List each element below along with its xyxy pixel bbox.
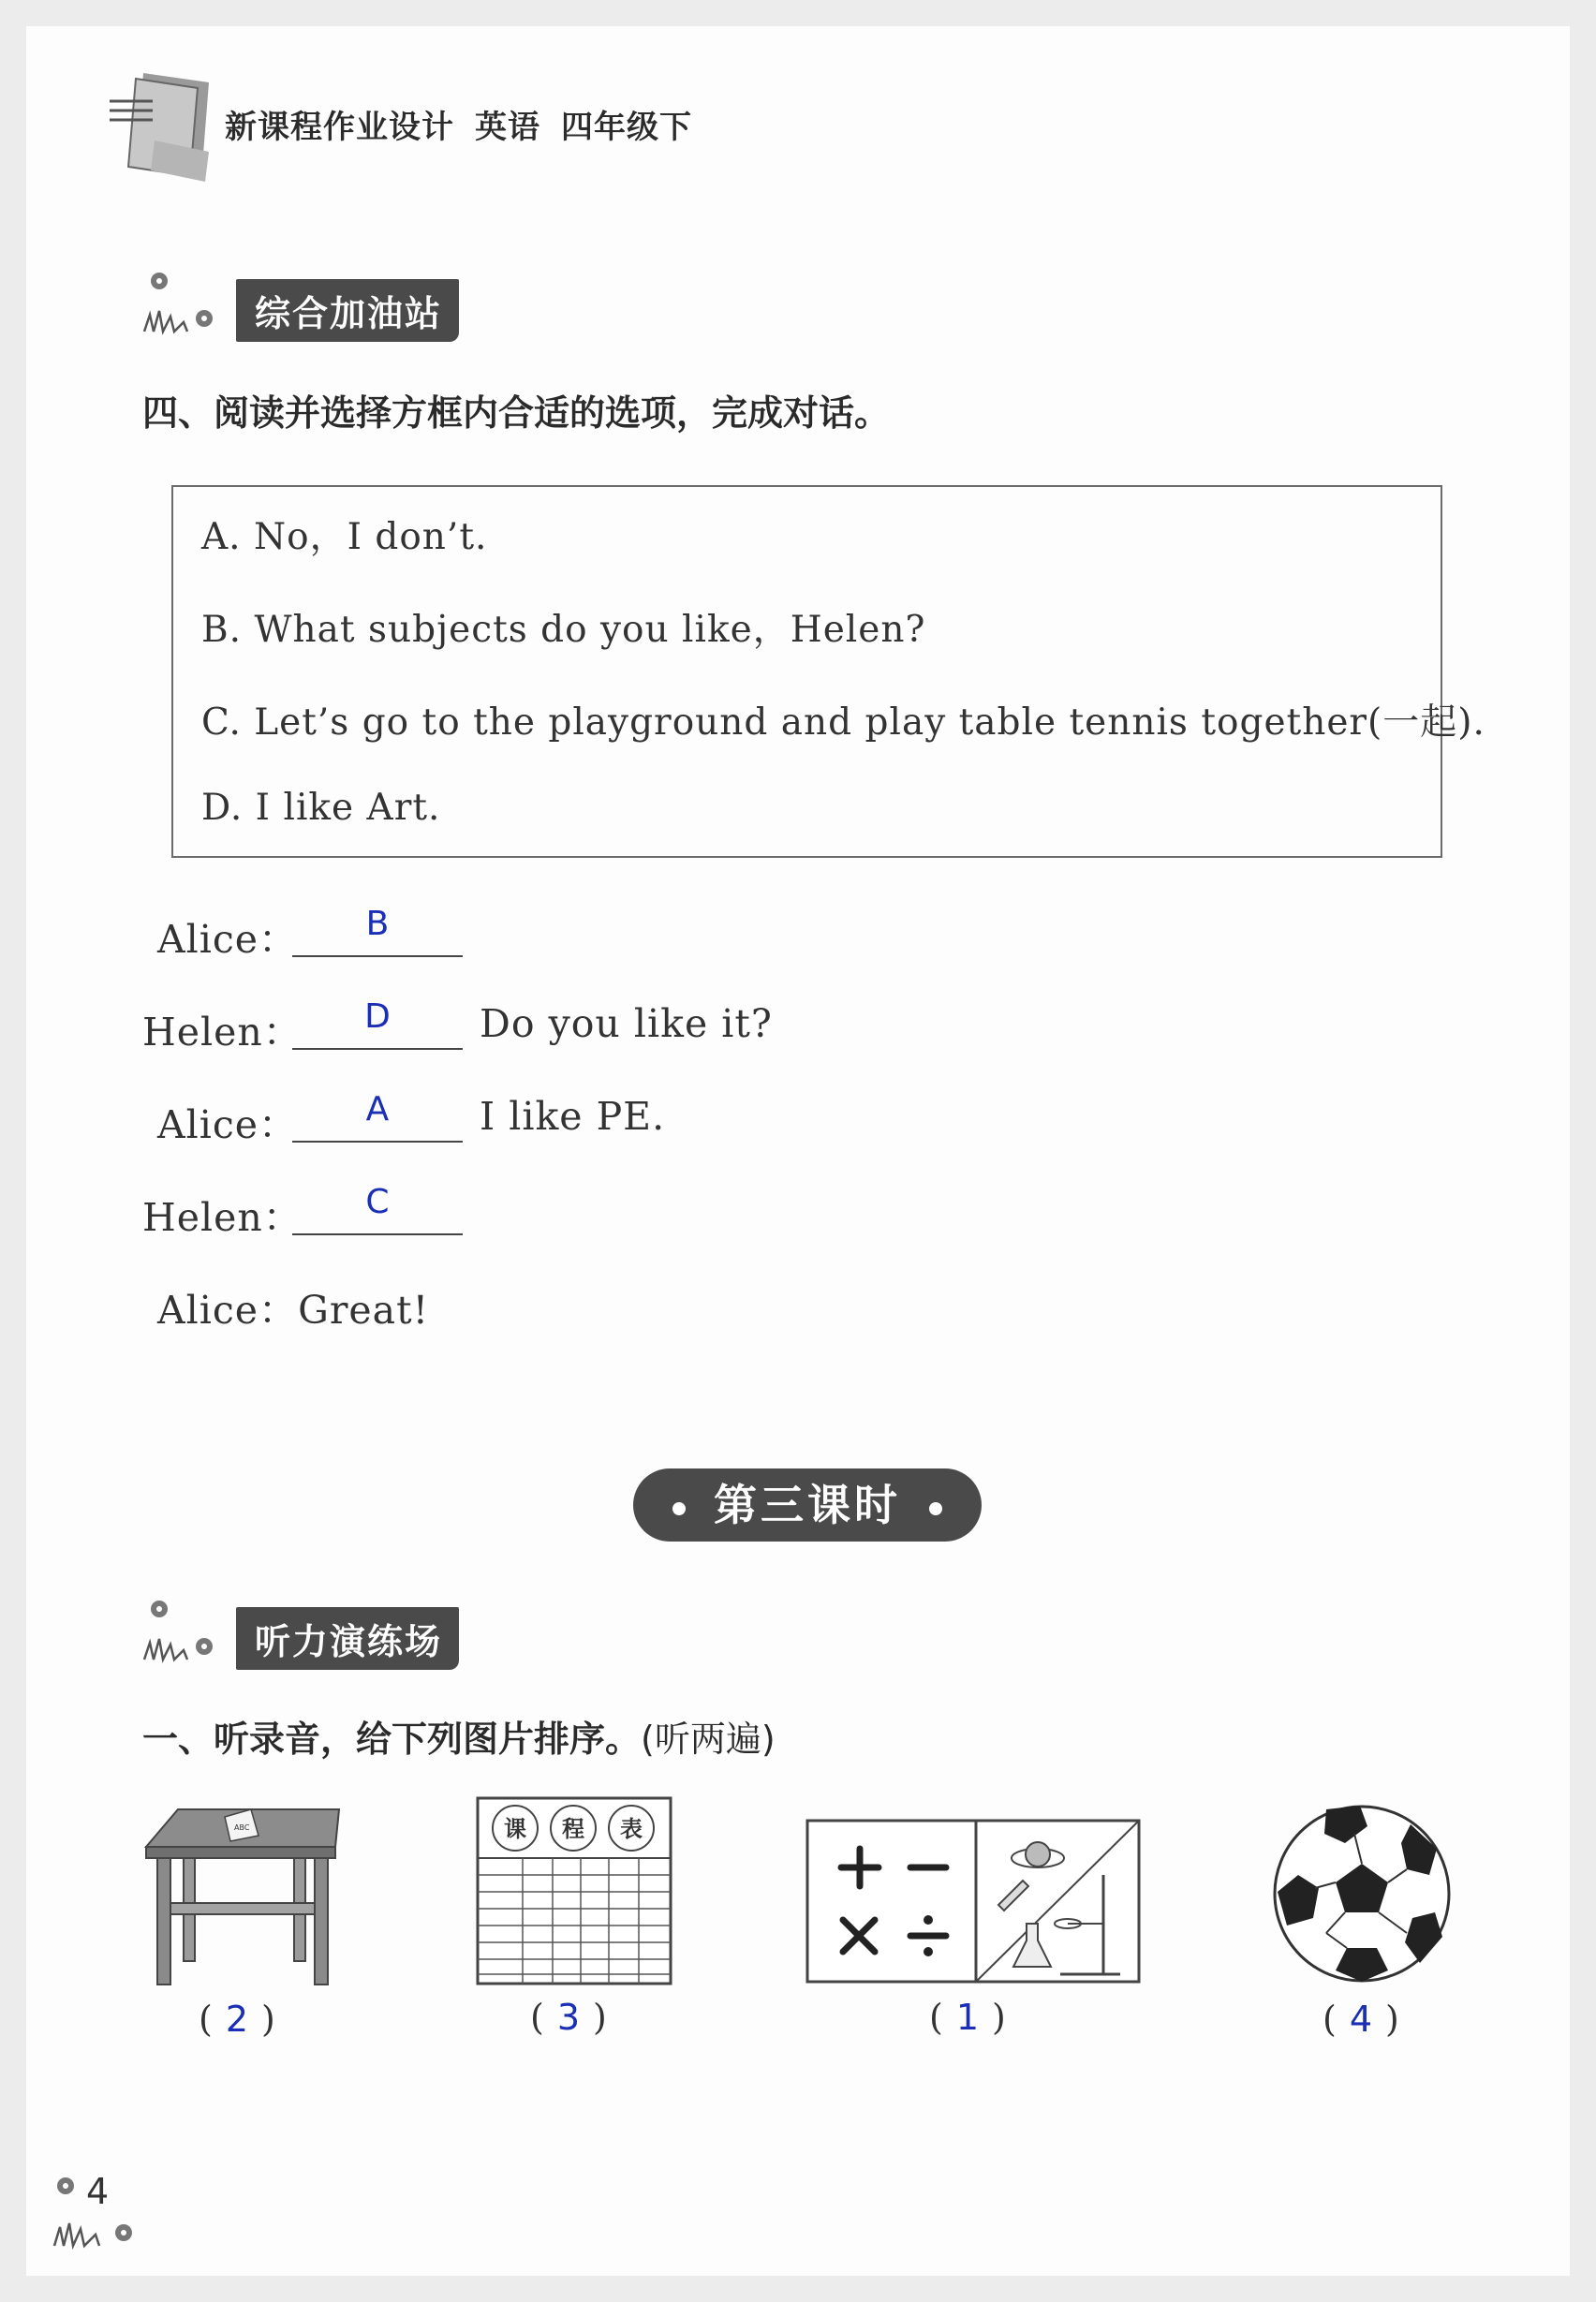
section-banner-listening: 听力演练场: [236, 1607, 459, 1670]
answer-text: A: [365, 1090, 390, 1129]
answer-text: C: [365, 1183, 390, 1221]
option-b: B. What subjects do you like，Helen?: [201, 609, 926, 651]
soccer-ball-icon: [1270, 1802, 1454, 1985]
flower-grass-icon: [140, 264, 234, 339]
dialogue-speaker: Alice：: [157, 917, 299, 962]
pill-dot: [929, 1502, 942, 1515]
dialogue-speaker: Alice：: [157, 1288, 299, 1333]
order-number: 4: [1349, 1999, 1373, 2040]
question-note: (听两遍): [641, 1719, 776, 1760]
flower-grass-icon: [140, 1592, 234, 1667]
svg-text:ABC: ABC: [234, 1823, 250, 1832]
timetable-sign-char: 课: [504, 1816, 526, 1842]
dialogue-speaker: Helen：: [142, 1195, 303, 1240]
book-title: 新课程作业设计: [225, 109, 454, 146]
option-c: C. Let’s go to the playground and play table tennis together(一起).: [201, 701, 1485, 744]
option-d: D. I like Art.: [201, 787, 441, 829]
dialogue-line-last: [157, 1279, 429, 1335]
question-text: 一、听录音，给下列图片排序。: [142, 1719, 642, 1760]
page-number: 4: [86, 2171, 110, 2212]
picture-label-ball: ( 4 ): [1323, 1999, 1399, 2040]
question-title-1: [142, 1710, 776, 1762]
book-stack-icon: [108, 66, 215, 183]
timetable-sign-char: 表: [620, 1816, 643, 1842]
answer-text: B: [365, 905, 390, 943]
option-a: A. No，I don’t.: [201, 516, 488, 558]
timetable-icon: [476, 1796, 674, 1988]
picture-label-timetable: ( 3 ): [530, 1997, 607, 2038]
lesson-title: 第三课时: [714, 1480, 901, 1530]
dialogue-line: Do you like it?: [480, 1001, 773, 1046]
question-title-4: 四、阅读并选择方框内合适的选项，完成对话。: [142, 392, 891, 434]
desk-icon: [140, 1798, 347, 1990]
picture-label-subjects: ( 1 ): [929, 1997, 1006, 2038]
dialogue-line: I like PE.: [480, 1094, 666, 1139]
order-number: 1: [955, 1997, 980, 2038]
subject-label: 英语: [475, 109, 540, 146]
grade-label: 四年级下: [561, 109, 692, 146]
math-science-icon: [805, 1819, 1143, 1987]
answer-text: D: [364, 997, 391, 1036]
timetable-sign-char: 程: [562, 1816, 584, 1842]
dialogue-line: Great!: [298, 1288, 430, 1333]
order-number: 2: [225, 1999, 249, 2040]
header-title: [225, 101, 713, 147]
picture-label-desk: ( 2 ): [199, 1999, 275, 2040]
pill-dot: [672, 1502, 686, 1515]
dialogue-speaker: Alice：: [157, 1102, 299, 1147]
dialogue-speaker: Helen：: [142, 1010, 303, 1055]
lesson-title-pill: [633, 1468, 982, 1542]
order-number: 3: [556, 1997, 581, 2038]
section-banner-comprehensive: 综合加油站: [236, 279, 459, 342]
